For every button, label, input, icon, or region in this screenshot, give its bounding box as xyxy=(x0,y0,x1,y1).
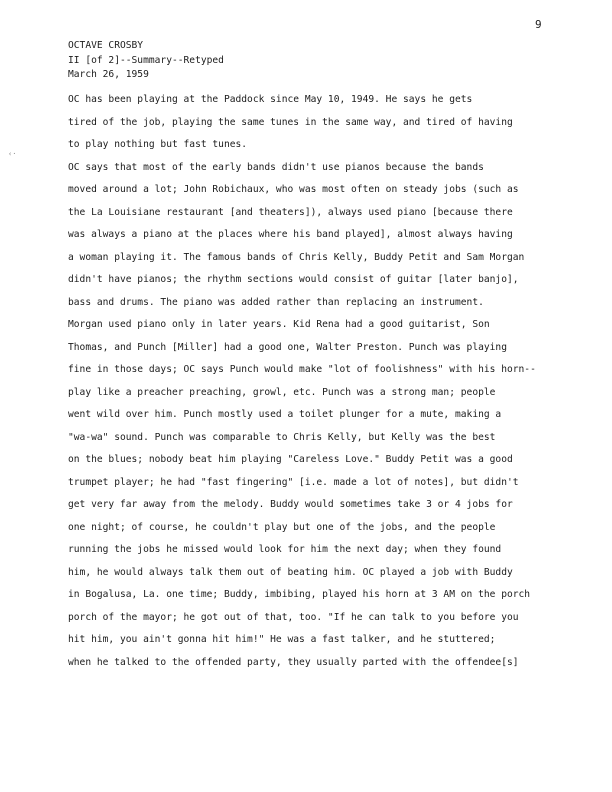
text-line: OC has been playing at the Paddock since May 10, 1949. He says he gets xyxy=(68,94,473,105)
text-line: went wild over him. Punch mostly used a toilet plunger for a mute, making a xyxy=(68,409,502,420)
margin-mark: ‹· xyxy=(8,150,17,158)
text-line: get very far away from the melody. Buddy would sometimes take 3 or 4 jobs for xyxy=(68,499,513,510)
document-header xyxy=(68,39,368,83)
text-line: porch of the mayor; he got out of that, too. "If he can talk to you before you xyxy=(68,611,519,623)
text-line: bass and drums. The piano was added rather than replacing an instrument. xyxy=(68,296,484,308)
text-line: a woman playing it. The famous bands of Chris Kelly, Buddy Petit and Sam Morgan xyxy=(68,251,525,263)
text-line: trumpet player; he had "fast fingering" [i.e. made a lot of notes], but didn't xyxy=(68,476,519,488)
text-line: in Bogalusa, La. one time; Buddy, imbibing, played his horn at 3 AM on the porch xyxy=(68,589,531,600)
text-line: running the jobs he missed would look for him the next day; when they found xyxy=(68,544,502,555)
page-number: 9 xyxy=(535,18,542,31)
text-line: play like a preacher preaching, growl, etc. Punch was a strong man; people xyxy=(68,386,496,398)
reel-info: II [of 2]--Summary--Retyped xyxy=(68,54,224,66)
text-line: hit him, you ain't gonna hit him!" He was a fast talker, and he stuttered; xyxy=(68,634,496,645)
text-line: OC says that most of the early bands didn't use pianos because the bands xyxy=(68,161,484,173)
text-line: the La Louisiane restaurant [and theaters]), always used piano [because there xyxy=(68,206,513,218)
text-line: tired of the job, playing the same tunes in the same way, and tired of having xyxy=(68,116,513,128)
interview-date: March 26, 1959 xyxy=(68,69,149,80)
text-line: one night; of course, he couldn't play but one of the jobs, and the people xyxy=(68,521,496,533)
text-line: "wa-wa" sound. Punch was comparable to Chris Kelly, but Kelly was the best xyxy=(68,431,496,443)
text-line: on the blues; nobody beat him playing "Careless Love." Buddy Petit was a good xyxy=(68,454,513,465)
text-line: to play nothing but fast tunes. xyxy=(68,139,248,150)
text-line: when he talked to the offended party, they usually parted with the offendee[s] xyxy=(68,656,519,668)
summary-body xyxy=(68,89,546,674)
text-line: moved around a lot; John Robichaux, who was most often on steady jobs (such as xyxy=(68,184,519,195)
text-line: was always a piano at the places where his band played], almost always having xyxy=(68,229,513,240)
text-line: didn't have pianos; the rhythm sections would consist of guitar [later banjo], xyxy=(68,274,519,285)
text-line: him, he would always talk them out of beating him. OC played a job with Buddy xyxy=(68,566,513,578)
interviewee-name: OCTAVE CROSBY xyxy=(68,40,144,51)
text-line: Thomas, and Punch [Miller] had a good one, Walter Preston. Punch was playing xyxy=(68,341,507,353)
text-line: Morgan used piano only in later years. Kid Rena had a good guitarist, Son xyxy=(68,319,490,330)
text-line: fine in those days; OC says Punch would make "lot of foolishness" with his horn-- xyxy=(68,364,536,375)
